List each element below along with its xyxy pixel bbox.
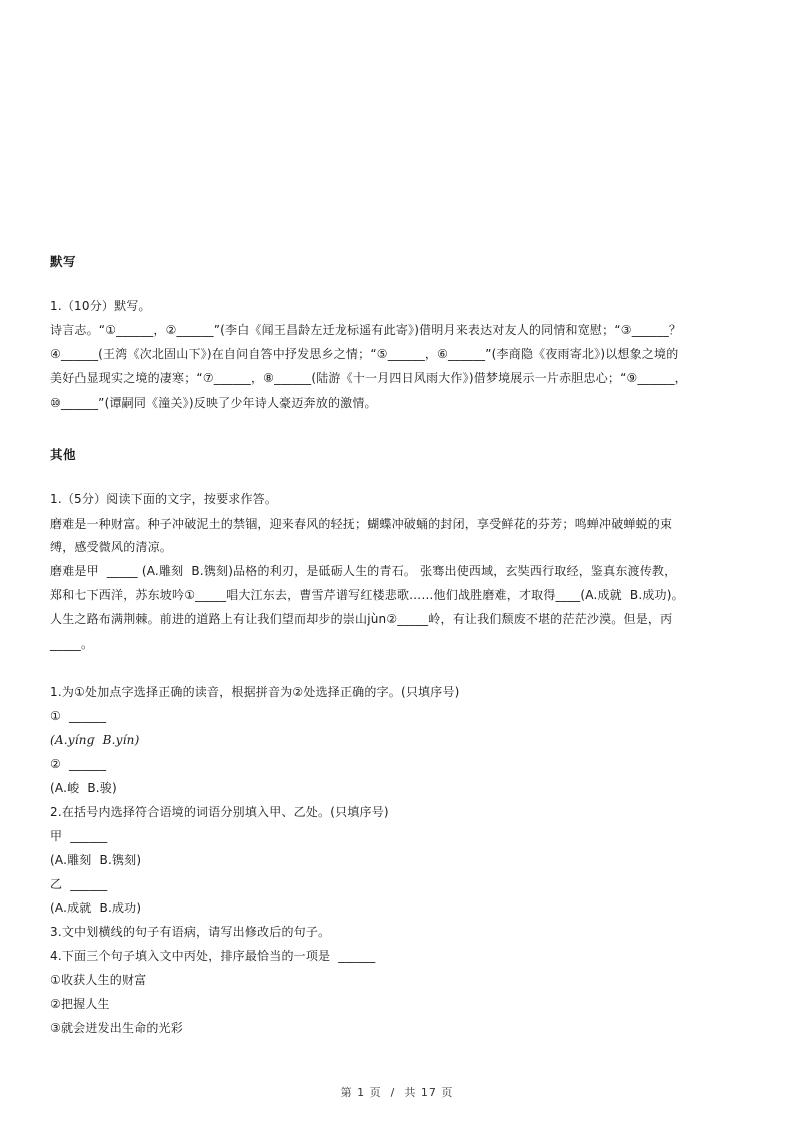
question-title: 1.（10分）默写。 [50,299,151,313]
section-heading-other: 其他 [50,447,77,462]
passage-line: 磨难是一种财富。种子冲破泥土的禁锢，迎来春风的轻抚；蝴蝶冲破蛹的封闭，享受鲜花的芬芳；鸣蝉冲破蝉蜕的束 [50,517,673,531]
passage-line: 人生之路布满荆棘。前进的道路上有让我们望而却步的崇山jùn②_____岭，有让我们颓废不堪的茫茫沙漠。但是，丙 [50,612,673,626]
answer-blank: 乙 ______ [50,877,108,891]
option-item: ②把握人生 [50,997,110,1011]
sub-question: 3.文中划横线的句子有语病，请写出修改后的句子。 [50,925,331,939]
answer-blank: ② ______ [50,757,107,771]
passage-line: 缚，感受微风的清凉。 [50,540,173,554]
answer-blank: ① ______ [50,709,107,723]
question-title: 1.（5分）阅读下面的文字，按要求作答。 [50,492,278,506]
passage-line: _____。 [50,637,94,651]
question-text-line: 美好凸显现实之境的凄寒；“⑦______，⑧______(陆游《十一月四日风雨大作》)借梦境展示一片赤胆忠心；“⑨______， [50,371,687,385]
sub-question: 4.下面三个句子填入文中丙处，排序最恰当的一项是 ______ [50,949,376,963]
option-item: ①收获人生的财富 [50,973,147,987]
question-text-line: ⑩______”(谭嗣同《潼关》)反映了少年诗人豪迈奔放的激情。 [50,396,377,410]
passage-line: 磨难是甲 _____ (A.雕刻 B.镌刻)品格的利刃，是砥砺人生的青石。 张骞出使西域，玄奘西行取经，鉴真东渡传教， [50,564,677,578]
answer-options: (A.峻 B.骏) [50,781,117,795]
answer-options: (A.雕刻 B.镌刻) [50,853,142,867]
passage-line: 郑和七下西洋，苏东坡吟①_____唱大江东去，曹雪芹谱写红楼悲歌……他们战胜磨难，才取得____(A.成就 B.成功)。 [50,588,684,602]
answer-options: (A.成就 B.成功) [50,901,142,915]
answer-blank: 甲 ______ [50,829,108,843]
question-text-line: 诗言志。“①______，②______”(李白《闻王昌龄左迁龙标遥有此寄》)借明月来表达对友人的同情和宽慰；“③______？ [50,323,682,337]
question-text-line: ④______(王湾《次北固山下》)在自问自答中抒发思乡之情；“⑤______，⑥______”(李商隐《夜雨寄北》)以想象之境的 [50,347,679,361]
option-item: ③就会迸发出生命的光彩 [50,1021,183,1035]
sub-question: 2.在括号内选择符合语境的词语分别填入甲、乙处。(只填序号) [50,805,389,819]
page-footer: 第 1 页 / 共 17 页 [340,1086,454,1099]
sub-question: 1.为①处加点字选择正确的读音，根据拼音为②处选择正确的字。(只填序号) [50,685,460,699]
section-heading-dictation: 默写 [50,254,77,269]
answer-options: (A.yínɡ B.yín) [50,733,140,747]
